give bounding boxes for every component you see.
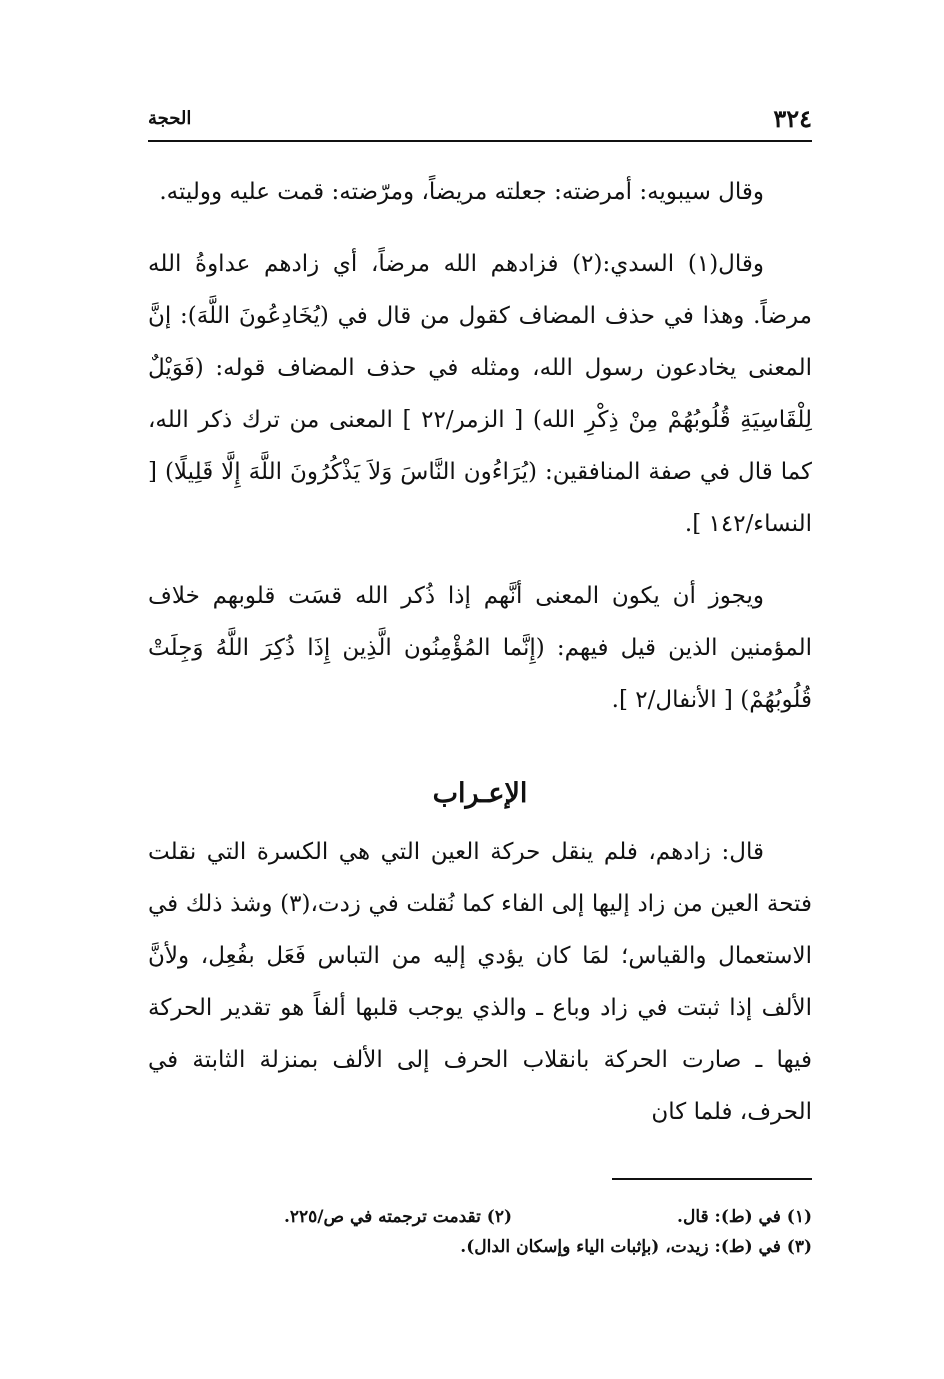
page-number: ٣٢٤ xyxy=(773,104,812,133)
main-text xyxy=(148,166,812,1158)
footnote-row-2 xyxy=(148,1232,812,1262)
section-heading: الإعـراب xyxy=(432,778,528,809)
paragraph-4: قال: زادهم، فلم ينقل حركة العين التي هي الكسرة التي نقلت فتحة العين من زاد إليها إلى الفاء كما نُقلت في زدت،(٣) وشذ ذلك في الاستعمال والقياس؛ لمَا كان يؤدي إليه من التباس فَعَل بفُعِل، ولأنَّ الألف إذا ثبتت في زاد وباع ـ والذي يوجب قلبها ألفاً هو تقدير الحركة فيها ـ صارت الحركة بانقلاب الحرف إلى الألف بمنزلة الثابتة في الحرف، فلما كان xyxy=(148,839,812,1125)
page-header xyxy=(148,100,812,142)
footnote-3: (٣) في (ط): زيدت، (بإثبات الياء وإسكان الدال). xyxy=(460,1237,812,1257)
footnote-row-1 xyxy=(148,1202,812,1232)
footnote-2: (٢) تقدمت ترجمته في ص/٢٢٥. xyxy=(283,1207,512,1227)
footnotes xyxy=(148,1178,812,1262)
book-page xyxy=(148,100,812,1280)
paragraph-2: وقال(١) السدي:(٢) فزادهم الله مرضاً، أي زادهم عداوةُ الله مرضاً. وهذا في حذف المضاف كقول من قال في (يُخَادِعُونَ اللَّهَ): إنَّ المعنى يخادعون رسول الله، ومثله في حذف المضاف قوله: (فَوَيْلٌ لِلْقَاسِيَةِ قُلُوبُهُمْ مِنْ ذِكْرِ الله) [ الزمر/٢٢ ] المعنى من ترك ذكر الله، كما قال في صفة المنافقين: (يُرَاءُون النَّاسَ وَلاَ يَذْكُرُونَ اللَّهَ إِلَّا قَلِيلًا) [ النساء/١٤٢ ]. xyxy=(148,251,812,537)
paragraph-1: وقال سيبويه: أمرضته: جعلته مريضاً، ومرّضته: قمت عليه ووليته. xyxy=(159,179,764,205)
footnote-1: (١) في (ط): قال. xyxy=(677,1207,812,1227)
paragraph-3: ويجوز أن يكون المعنى أنَّهم إذا ذُكر الله قسَت قلوبهم خلاف المؤمنين الذين قيل فيهم: (إِنَّما المُؤْمِنُون الَّذِين إِذَا ذُكِرَ اللَّهُ وَجِلَتْ قُلُوبُهُمْ) [ الأنفال/٢ ]. xyxy=(148,583,812,713)
footnote-divider xyxy=(612,1178,812,1180)
running-title: الحجة xyxy=(148,108,192,129)
